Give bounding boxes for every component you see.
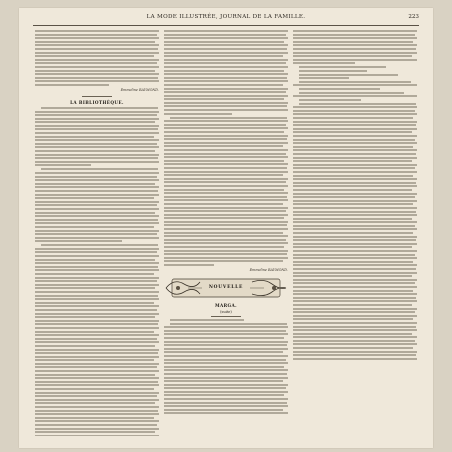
vignette-title: NOUVELLE bbox=[208, 285, 244, 290]
story-title: MARGA. bbox=[214, 303, 238, 308]
article-signature: Emmeline RAYMOND. bbox=[249, 268, 288, 272]
decorative-vignette bbox=[164, 276, 288, 300]
dialogue-paragraph bbox=[293, 66, 417, 100]
section-divider bbox=[211, 316, 241, 317]
paragraph bbox=[293, 103, 417, 360]
page-header-title: LA MODE ILLUSTRÉE, JOURNAL DE LA FAMILLE. bbox=[146, 14, 306, 20]
story-subtitle: (suite) bbox=[220, 310, 232, 314]
section-title: LA BIBLIOTHÈQUE. bbox=[70, 99, 124, 105]
paragraph bbox=[35, 168, 159, 242]
paragraph bbox=[164, 30, 288, 115]
paragraph bbox=[35, 30, 159, 86]
article-signature: Emmeline RAYMOND. bbox=[120, 87, 159, 92]
text-column-2 bbox=[164, 30, 288, 436]
paragraph bbox=[293, 30, 417, 64]
page-header bbox=[19, 14, 433, 24]
paragraph bbox=[35, 244, 159, 436]
page-number: 223 bbox=[408, 14, 419, 20]
paragraph bbox=[164, 117, 288, 266]
paragraph bbox=[35, 107, 159, 167]
header-divider bbox=[33, 25, 419, 26]
section-divider bbox=[82, 96, 112, 97]
newspaper-page bbox=[19, 8, 433, 448]
text-column-1 bbox=[35, 30, 159, 436]
paragraph bbox=[164, 319, 288, 414]
text-column-3 bbox=[293, 30, 417, 436]
